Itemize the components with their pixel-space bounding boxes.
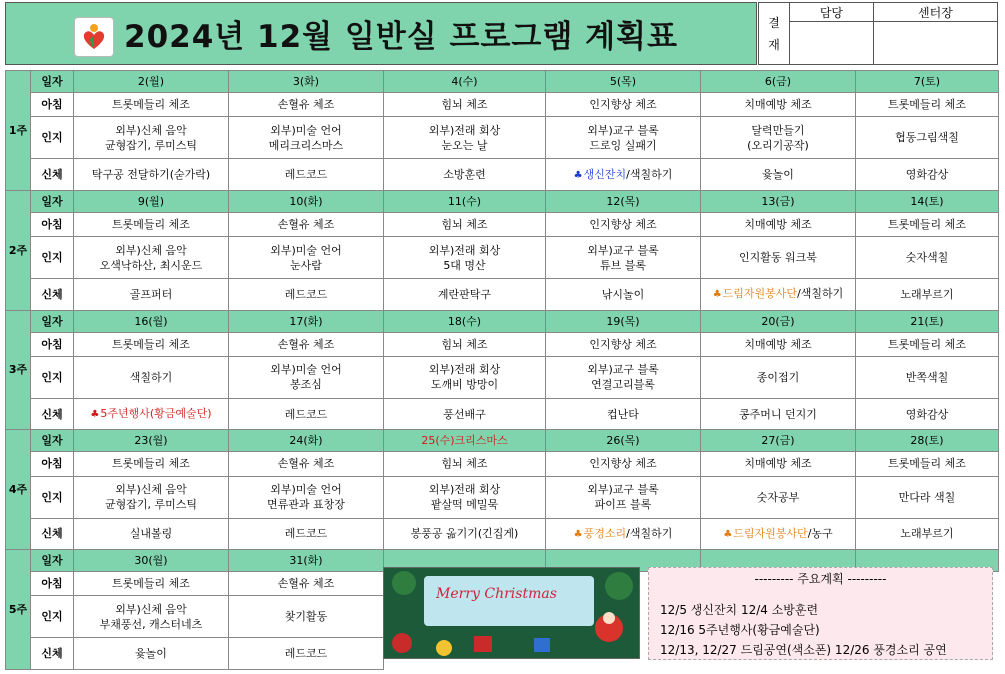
row-label-cognitive: 인지	[31, 117, 74, 159]
activity-text: 봉풍공 옮기기(긴집게)	[410, 527, 519, 541]
activity-text: 영화감상	[905, 407, 949, 421]
cognitive-activity-cell	[384, 117, 546, 159]
clover-icon: ♣	[90, 409, 100, 421]
date-text: 12(목)	[606, 194, 640, 208]
activity-text: 소방훈련	[443, 168, 486, 181]
date-cell	[229, 310, 384, 332]
activity-text: 윷놀이	[135, 647, 167, 661]
date-text: 17(화)	[289, 314, 323, 328]
cognitive-activity-cell	[701, 117, 856, 159]
christmas-banner-text: Merry Christmas	[436, 586, 557, 602]
week-label: 4주	[6, 430, 31, 550]
activity-text: 트롯메들리 체조	[888, 98, 966, 112]
activity-text: 달력만들기 (오리기공작)	[747, 123, 809, 152]
physical-activity-cell	[856, 398, 999, 430]
physical-activity-cell	[74, 279, 229, 311]
activity-text: 인지향상 체조	[589, 217, 657, 231]
date-text: 7(토)	[913, 75, 941, 89]
activity-text: 찾기활동	[284, 610, 328, 624]
special-event-text: 풍경소리	[583, 526, 627, 540]
physical-activity-cell	[701, 159, 856, 191]
morning-activity-cell	[856, 212, 999, 236]
cognitive-activity-cell	[856, 356, 999, 398]
cognitive-activity-cell	[229, 236, 384, 278]
activity-text: 계란판탁구	[437, 287, 492, 301]
cognitive-activity-cell	[229, 596, 384, 638]
physical-activity-cell	[229, 279, 384, 311]
physical-activity-cell	[229, 638, 384, 670]
activity-text: 힘뇌 체조	[441, 98, 488, 112]
date-text: 27(금)	[761, 434, 795, 448]
morning-activity-cell	[384, 93, 546, 117]
row-label-cognitive: 인지	[31, 476, 74, 518]
row-label-date: 일자	[31, 310, 74, 332]
activity-text: 레드코드	[284, 168, 328, 181]
activity-text: 손혈유 체조	[277, 217, 335, 231]
date-cell	[229, 550, 384, 572]
date-cell	[384, 71, 546, 93]
cognitive-activity-cell	[701, 356, 856, 398]
activity-text: 손혈유 체조	[277, 98, 335, 112]
logo-heart-icon	[79, 22, 109, 52]
date-text: 11(수)	[447, 194, 482, 208]
row-label-date: 일자	[31, 550, 74, 572]
activity-text: 노래부르기	[900, 527, 954, 541]
date-text: 13(금)	[761, 194, 795, 208]
activity-text: 외부)전래 회상 팥살떡 메밀묵	[428, 483, 501, 512]
activity-text: 손혈유 체조	[277, 457, 335, 471]
activity-text: 손혈유 체조	[277, 577, 335, 591]
cognitive-activity-cell	[229, 476, 384, 518]
week-label: 3주	[6, 310, 31, 430]
activity-text: 외부)전래 회상 눈오는 날	[428, 123, 501, 152]
activity-text: 컵난타	[607, 407, 639, 421]
date-cell	[546, 310, 701, 332]
date-text: 25(수)크리스마스	[421, 434, 508, 448]
date-cell	[74, 71, 229, 93]
activity-text: 트롯메들리 체조	[888, 217, 966, 231]
date-text: 24(화)	[289, 434, 323, 448]
activity-text: 영화감상	[905, 168, 949, 181]
morning-activity-cell	[229, 452, 384, 476]
date-text: 18(수)	[447, 314, 482, 328]
cognitive-activity-cell	[74, 236, 229, 278]
cognitive-activity-cell	[74, 476, 229, 518]
date-cell	[384, 310, 546, 332]
row-label-morning: 아침	[31, 93, 74, 117]
activity-text: 힘뇌 체조	[441, 217, 488, 231]
date-cell	[229, 71, 384, 93]
activity-text: 외부)미술 언어 눈사람	[270, 243, 342, 272]
physical-activity-cell	[74, 518, 229, 550]
activity-text: 외부)신체 음악 오색낙하산, 최시운드	[99, 243, 203, 272]
activity-text: 노래부르기	[900, 287, 954, 301]
physical-activity-cell	[701, 518, 856, 550]
activity-text: 협동그림색칠	[895, 131, 959, 145]
approval-col-director: 센터장	[873, 3, 997, 22]
morning-activity-cell	[229, 572, 384, 596]
activity-text: 외부)신체 음악 균형잡기, 루미스틱	[104, 483, 197, 512]
cognitive-activity-cell	[546, 356, 701, 398]
physical-activity-cell	[384, 518, 546, 550]
date-text: 4(수)	[451, 75, 478, 89]
activity-text: 외부)신체 음악 부채풍선, 캐스터네츠	[99, 602, 203, 631]
activity-text: 외부)전래 회상 도깨비 방망이	[428, 363, 501, 392]
cognitive-activity-cell	[384, 476, 546, 518]
date-cell	[74, 550, 229, 572]
date-cell	[74, 310, 229, 332]
date-cell	[856, 430, 999, 452]
activity-text: 치매예방 체조	[744, 337, 812, 351]
clover-icon: ♣	[712, 289, 722, 301]
approval-label	[759, 3, 790, 65]
date-text: 5(목)	[609, 75, 637, 89]
morning-activity-cell	[74, 332, 229, 356]
activity-text: /농구	[807, 526, 833, 540]
approval-box	[758, 2, 998, 65]
cognitive-activity-cell	[546, 117, 701, 159]
title-banner	[5, 2, 757, 65]
row-label-physical: 신체	[31, 398, 74, 430]
activity-text: /색칠하기	[797, 287, 844, 301]
row-label-date: 일자	[31, 71, 74, 93]
morning-activity-cell	[384, 452, 546, 476]
special-event-text: 5주년행사(황금예술단)	[100, 407, 212, 421]
activity-text: 트롯메들리 체조	[112, 457, 190, 471]
approval-sign-staff[interactable]	[790, 22, 874, 65]
key-plans-title: --------- 주요계획 ---------	[754, 572, 887, 586]
date-cell	[856, 71, 999, 93]
date-text: 9(월)	[137, 194, 165, 208]
morning-activity-cell	[546, 212, 701, 236]
row-label-morning: 아침	[31, 572, 74, 596]
activity-text: 트롯메들리 체조	[888, 457, 966, 471]
activity-text: 탁구공 전달하기(숟가락)	[91, 168, 211, 181]
date-text: 21(토)	[910, 314, 944, 328]
date-text: 16(월)	[134, 314, 168, 328]
activity-text: 인지향상 체조	[589, 98, 657, 112]
special-event-text: 드림자원봉사단	[733, 526, 808, 540]
row-label-physical: 신체	[31, 518, 74, 550]
activity-text: 레드코드	[284, 407, 328, 421]
date-cell	[229, 190, 384, 212]
row-label-morning: 아침	[31, 452, 74, 476]
date-cell	[701, 310, 856, 332]
physical-activity-cell	[546, 398, 701, 430]
activity-text: 종이접기	[756, 370, 800, 384]
date-text: 2(월)	[137, 75, 165, 89]
date-text: 26(목)	[606, 434, 640, 448]
physical-activity-cell	[229, 398, 384, 430]
activity-text: 치매예방 체조	[744, 98, 812, 112]
date-cell	[229, 430, 384, 452]
activity-text: 레드코드	[284, 647, 328, 661]
activity-text: 치매예방 체조	[744, 217, 812, 231]
activity-text: 외부)미술 언어 면류관과 표창장	[267, 483, 345, 512]
morning-activity-cell	[701, 212, 856, 236]
morning-activity-cell	[546, 332, 701, 356]
row-label-cognitive: 인지	[31, 356, 74, 398]
activity-text: 레드코드	[284, 527, 328, 541]
approval-label-char-1: 결	[768, 15, 780, 30]
activity-text: 트롯메들리 체조	[112, 577, 190, 591]
physical-activity-cell	[74, 159, 229, 191]
date-cell	[546, 71, 701, 93]
row-label-physical: 신체	[31, 638, 74, 670]
activity-text: 치매예방 체조	[744, 457, 812, 471]
date-cell	[701, 430, 856, 452]
activity-text: 외부)미술 언어 메리크리스마스	[268, 123, 344, 152]
cognitive-activity-cell	[546, 236, 701, 278]
activity-text: 숫자공부	[756, 490, 800, 504]
activity-text: 외부)교구 블록 드로잉 실패기	[587, 123, 659, 152]
activity-text: 윷놀이	[762, 168, 794, 181]
physical-activity-cell	[384, 398, 546, 430]
morning-activity-cell	[74, 212, 229, 236]
key-plans-box	[648, 567, 993, 660]
row-label-physical: 신체	[31, 159, 74, 191]
date-text: 20(금)	[761, 314, 795, 328]
cognitive-activity-cell	[546, 476, 701, 518]
physical-activity-cell	[229, 159, 384, 191]
activity-text: 트롯메들리 체조	[888, 337, 966, 351]
special-event-text: 생신잔치	[583, 167, 627, 181]
cognitive-activity-cell	[701, 476, 856, 518]
activity-text: 색칠하기	[129, 370, 173, 384]
christmas-picture	[383, 567, 640, 659]
activity-text: 트롯메들리 체조	[112, 217, 190, 231]
cognitive-activity-cell	[74, 117, 229, 159]
activity-text: 만다라 색칠	[898, 490, 956, 504]
cognitive-activity-cell	[856, 117, 999, 159]
activity-text: 낚시놀이	[601, 287, 645, 301]
clover-icon: ♣	[723, 528, 733, 540]
activity-text: 숫자색칠	[905, 251, 949, 264]
date-text: 31(화)	[289, 554, 323, 568]
date-cell	[701, 71, 856, 93]
date-cell	[546, 430, 701, 452]
morning-activity-cell	[384, 332, 546, 356]
date-cell	[701, 190, 856, 212]
activity-text: 외부)교구 블록 튜브 블록	[587, 243, 659, 272]
cognitive-activity-cell	[701, 236, 856, 278]
physical-activity-cell	[384, 279, 546, 311]
morning-activity-cell	[229, 332, 384, 356]
physical-activity-cell	[701, 279, 856, 311]
physical-activity-cell	[546, 518, 701, 550]
date-cell	[384, 190, 546, 212]
row-label-date: 일자	[31, 190, 74, 212]
row-label-physical: 신체	[31, 279, 74, 311]
date-text: 10(화)	[289, 194, 323, 208]
physical-activity-cell	[856, 279, 999, 311]
morning-activity-cell	[546, 452, 701, 476]
row-label-morning: 아침	[31, 212, 74, 236]
activity-text: 실내볼링	[129, 527, 173, 541]
row-label-cognitive: 인지	[31, 236, 74, 278]
special-event-text: 드림자원봉사단	[722, 287, 798, 301]
activity-text: 인지활동 워크북	[739, 251, 817, 264]
week-label: 2주	[6, 190, 31, 310]
physical-activity-cell	[546, 279, 701, 311]
physical-activity-cell	[229, 518, 384, 550]
activity-text: 트롯메들리 체조	[112, 337, 190, 351]
approval-sign-director[interactable]	[873, 22, 997, 65]
physical-activity-cell	[74, 638, 229, 670]
date-text: 19(목)	[606, 314, 640, 328]
cognitive-activity-cell	[856, 236, 999, 278]
activity-text: 외부)교구 블록 파이프 블록	[587, 483, 659, 512]
morning-activity-cell	[701, 93, 856, 117]
clover-icon: ♣	[573, 169, 583, 181]
cognitive-activity-cell	[74, 356, 229, 398]
activity-text: 골프퍼터	[129, 287, 173, 301]
cognitive-activity-cell	[229, 356, 384, 398]
morning-activity-cell	[701, 332, 856, 356]
activity-text: 외부)전래 회상 5대 명산	[428, 243, 501, 272]
physical-activity-cell	[384, 159, 546, 191]
approval-label-char-2: 재	[768, 37, 780, 52]
activity-text: 힘뇌 체조	[441, 337, 488, 351]
morning-activity-cell	[229, 93, 384, 117]
physical-activity-cell	[74, 398, 229, 430]
date-text: 6(금)	[764, 75, 792, 89]
center-logo	[74, 17, 114, 57]
cognitive-activity-cell	[384, 356, 546, 398]
page-title: 2024년 12월 일반실 프로그램 계획표	[124, 19, 678, 55]
activity-text: 외부)신체 음악 균형잡기, 루미스틱	[104, 123, 197, 152]
morning-activity-cell	[74, 452, 229, 476]
morning-activity-cell	[384, 212, 546, 236]
morning-activity-cell	[229, 212, 384, 236]
date-cell	[74, 190, 229, 212]
activity-text: 힘뇌 체조	[441, 457, 488, 471]
activity-text: 손혈유 체조	[277, 337, 335, 351]
morning-activity-cell	[856, 452, 999, 476]
cognitive-activity-cell	[384, 236, 546, 278]
activity-text: /색칠하기	[626, 167, 673, 181]
morning-activity-cell	[856, 93, 999, 117]
activity-text: 외부)미술 언어 봉조심	[270, 363, 342, 392]
date-cell	[74, 430, 229, 452]
morning-activity-cell	[74, 572, 229, 596]
morning-activity-cell	[701, 452, 856, 476]
activity-text: 풍선배구	[443, 407, 486, 421]
clover-icon: ♣	[573, 528, 583, 540]
date-cell	[856, 310, 999, 332]
activity-text: 외부)교구 블록 연결고리블록	[587, 363, 659, 392]
activity-text: 인지향상 체조	[589, 337, 657, 351]
cognitive-activity-cell	[74, 596, 229, 638]
date-text: 30(월)	[134, 554, 168, 568]
activity-text: 콩주머니 던지기	[739, 407, 817, 421]
physical-activity-cell	[856, 159, 999, 191]
activity-text: 트롯메들리 체조	[112, 98, 190, 112]
morning-activity-cell	[74, 93, 229, 117]
approval-col-staff: 담당	[790, 3, 874, 22]
physical-activity-cell	[701, 398, 856, 430]
date-text: 14(토)	[910, 194, 944, 208]
date-cell	[384, 430, 546, 452]
row-label-date: 일자	[31, 430, 74, 452]
date-text: 3(화)	[292, 75, 320, 89]
row-label-cognitive: 인지	[31, 596, 74, 638]
key-plans-line-3: 12/13, 12/27 드림공연(색소폰) 12/26 풍경소리 공연	[660, 643, 947, 657]
date-text: 23(월)	[134, 434, 168, 448]
date-cell	[856, 190, 999, 212]
activity-text: 반쪽색칠	[905, 370, 949, 384]
week-label: 1주	[6, 71, 31, 191]
cognitive-activity-cell	[856, 476, 999, 518]
physical-activity-cell	[856, 518, 999, 550]
morning-activity-cell	[546, 93, 701, 117]
activity-text: 레드코드	[284, 287, 328, 301]
row-label-morning: 아침	[31, 332, 74, 356]
morning-activity-cell	[856, 332, 999, 356]
activity-text: /색칠하기	[626, 526, 673, 540]
key-plans-line-1: 12/5 생신잔치 12/4 소방훈련	[660, 603, 819, 617]
date-cell	[546, 190, 701, 212]
physical-activity-cell	[546, 159, 701, 191]
date-text: 28(토)	[910, 434, 944, 448]
cognitive-activity-cell	[229, 117, 384, 159]
activity-text: 인지향상 체조	[589, 457, 657, 471]
key-plans-line-2: 12/16 5주년행사(황금예술단)	[660, 623, 820, 637]
week-label: 5주	[6, 550, 31, 670]
